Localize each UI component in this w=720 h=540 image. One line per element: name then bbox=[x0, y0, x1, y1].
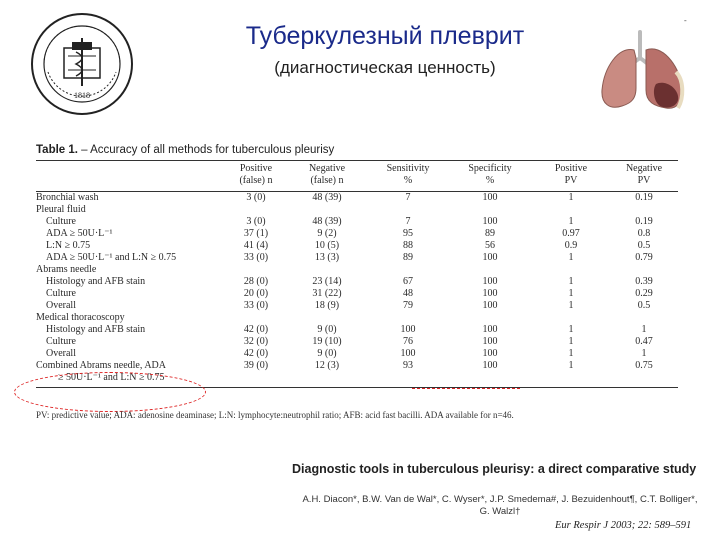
table-cell: 89 bbox=[403, 252, 413, 263]
table-row bbox=[36, 312, 678, 324]
table-cell: 76 bbox=[403, 336, 413, 347]
table-row bbox=[36, 324, 678, 336]
page-subtitle: (диагностическая ценность) bbox=[274, 58, 496, 77]
table-cell bbox=[368, 372, 448, 388]
table-footnote: PV: predictive value; ADA: adenosine deaminase; L:N: lymphocyte:neutrophil ratio; AFB: acid fast bacilli. ADA available for n=46. bbox=[36, 410, 514, 420]
row-label: ≥ 50U·L⁻¹ and L:N ≥ 0.75 bbox=[36, 372, 226, 388]
table-cell: 1 bbox=[568, 276, 574, 287]
table-cell: 48 (39) bbox=[312, 216, 342, 227]
table-cell: 32 (0) bbox=[243, 336, 269, 347]
page-title: Туберкулезный плеврит bbox=[245, 22, 525, 50]
table-cell: 13 (3) bbox=[314, 252, 340, 263]
table-cell: 23 (14) bbox=[312, 276, 342, 287]
table-cell: 100 bbox=[482, 348, 498, 359]
table-cell: 1 bbox=[641, 348, 647, 359]
column-header: Positive PV bbox=[532, 161, 610, 192]
table-cell bbox=[286, 372, 368, 388]
table-cell bbox=[448, 204, 532, 216]
row-label: Culture bbox=[46, 216, 76, 227]
table-cell: 28 (0) bbox=[243, 276, 269, 287]
table-cell: 79 bbox=[403, 300, 413, 311]
table-cell bbox=[610, 204, 678, 216]
table-cell: 100 bbox=[482, 276, 498, 287]
table-cell: 100 bbox=[482, 288, 498, 299]
table-cell bbox=[368, 264, 448, 276]
table-cell: 95 bbox=[403, 228, 413, 239]
table-cell: 0.79 bbox=[635, 252, 653, 263]
table-cell bbox=[286, 204, 368, 216]
table-cell: 100 bbox=[482, 336, 498, 347]
table-cell: 48 (39) bbox=[312, 192, 342, 203]
table-cell: 0.19 bbox=[635, 192, 653, 203]
table-row bbox=[36, 192, 678, 205]
row-label: Overall bbox=[46, 300, 76, 311]
table-row bbox=[36, 228, 678, 240]
highlight-oval bbox=[14, 372, 206, 412]
table-caption: Table 1. – Accuracy of all methods for tuberculous pleurisy bbox=[36, 144, 335, 156]
row-label: Combined Abrams needle, ADA bbox=[36, 360, 166, 371]
table-cell: 1 bbox=[568, 300, 574, 311]
table-cell bbox=[226, 204, 286, 216]
table-cell: 3 (0) bbox=[246, 216, 266, 227]
table-cell bbox=[610, 372, 678, 388]
table-cell: 9 (2) bbox=[317, 228, 337, 239]
table-row bbox=[36, 216, 678, 228]
table-cell: 10 (5) bbox=[314, 240, 340, 251]
lungs-icon bbox=[596, 28, 688, 114]
highlight-underline bbox=[412, 388, 520, 389]
table-cell: 41 (4) bbox=[243, 240, 269, 251]
table-row bbox=[36, 204, 678, 216]
table-cell bbox=[532, 204, 610, 216]
table-cell bbox=[286, 312, 368, 324]
table-cell bbox=[610, 312, 678, 324]
table-row bbox=[36, 252, 678, 264]
table-row bbox=[36, 336, 678, 348]
table-cell: 100 bbox=[482, 216, 498, 227]
row-label: ADA ≥ 50U·L⁻¹ bbox=[46, 228, 113, 239]
table-cell: 33 (0) bbox=[243, 252, 269, 263]
table-cell: 100 bbox=[482, 360, 498, 371]
table-cell: 1 bbox=[568, 336, 574, 347]
table-cell: 93 bbox=[403, 360, 413, 371]
row-label: Culture bbox=[46, 336, 76, 347]
table-cell: 1 bbox=[568, 360, 574, 371]
table-cell: 0.47 bbox=[635, 336, 653, 347]
table-row bbox=[36, 264, 678, 276]
accuracy-table bbox=[36, 160, 678, 388]
reference-journal: Eur Respir J 2003; 22: 589–591 bbox=[555, 520, 692, 531]
column-header: Sensitivity % bbox=[368, 161, 448, 192]
row-label: Bronchial wash bbox=[36, 192, 99, 203]
table-cell: 3 (0) bbox=[246, 192, 266, 203]
table-cell: 88 bbox=[403, 240, 413, 251]
column-header: Negative (false) n bbox=[286, 161, 368, 192]
table-cell: 12 (3) bbox=[314, 360, 340, 371]
table-cell bbox=[448, 372, 532, 388]
table-cell: 0.9 bbox=[564, 240, 578, 251]
table-cell bbox=[448, 312, 532, 324]
table-cell: 48 bbox=[403, 288, 413, 299]
table-cell: 39 (0) bbox=[243, 360, 269, 371]
table-cell: 100 bbox=[482, 300, 498, 311]
table-cell: 20 (0) bbox=[243, 288, 269, 299]
table-cell: 100 bbox=[400, 324, 416, 335]
reference-title: Diagnostic tools in tuberculous pleurisy: a direct comparative study bbox=[292, 462, 697, 476]
column-header: Positive (false) n bbox=[226, 161, 286, 192]
table-cell: 1 bbox=[568, 252, 574, 263]
table-cell bbox=[532, 264, 610, 276]
column-header: Negative PV bbox=[610, 161, 678, 192]
row-label: Histology and AFB stain bbox=[46, 324, 146, 335]
table-cell bbox=[368, 204, 448, 216]
table-cell: 100 bbox=[482, 192, 498, 203]
row-label: Pleural fluid bbox=[36, 204, 86, 215]
table-cell: 0.5 bbox=[637, 300, 651, 311]
table-cell: 1 bbox=[568, 216, 574, 227]
table-cell: 1 bbox=[568, 348, 574, 359]
table-cell bbox=[448, 264, 532, 276]
table-cell bbox=[226, 312, 286, 324]
row-label: Abrams needle bbox=[36, 264, 97, 275]
table-cell bbox=[226, 372, 286, 388]
row-label: Medical thoracoscopy bbox=[36, 312, 125, 323]
table-cell: 1 bbox=[641, 324, 647, 335]
row-label: Culture bbox=[46, 288, 76, 299]
table-cell: 37 (1) bbox=[243, 228, 269, 239]
table-row bbox=[36, 360, 678, 372]
table-cell: 9 (0) bbox=[317, 324, 337, 335]
table-cell bbox=[532, 312, 610, 324]
table-cell: 0.97 bbox=[562, 228, 580, 239]
table-cell: 0.19 bbox=[635, 216, 653, 227]
table-row bbox=[36, 240, 678, 252]
seal-year: 1818 bbox=[74, 91, 90, 100]
table-cell: 42 (0) bbox=[243, 324, 269, 335]
table-cell bbox=[532, 372, 610, 388]
table-cell: 42 (0) bbox=[243, 348, 269, 359]
table-cell: 33 (0) bbox=[243, 300, 269, 311]
table-cell: 67 bbox=[403, 276, 413, 287]
table-cell bbox=[610, 264, 678, 276]
table-cell: 0.8 bbox=[637, 228, 651, 239]
row-label: Histology and AFB stain bbox=[46, 276, 146, 287]
table-cell: 0.39 bbox=[635, 276, 653, 287]
table-cell: 56 bbox=[485, 240, 495, 251]
academy-seal-icon bbox=[30, 12, 134, 116]
table-cell bbox=[226, 264, 286, 276]
column-header bbox=[36, 161, 226, 192]
table-row bbox=[36, 348, 678, 360]
table-cell: 7 bbox=[405, 192, 411, 203]
table-cell: 31 (22) bbox=[312, 288, 342, 299]
table-cell: 100 bbox=[400, 348, 416, 359]
table-cell: 100 bbox=[482, 252, 498, 263]
row-label: ADA ≥ 50U·L⁻¹ and L:N ≥ 0.75 bbox=[46, 252, 177, 263]
table-cell: 1 bbox=[568, 324, 574, 335]
table-cell bbox=[368, 312, 448, 324]
table-cell: 19 (10) bbox=[312, 336, 342, 347]
table-cell: 89 bbox=[485, 228, 495, 239]
table-cell: 100 bbox=[482, 324, 498, 335]
table-cell: 18 (9) bbox=[314, 300, 340, 311]
table-cell: 0.29 bbox=[635, 288, 653, 299]
table-cell: 1 bbox=[568, 288, 574, 299]
reference-authors: A.H. Diacon*, B.W. Van de Wal*, C. Wyser*, J.P. Smedema#, J. Bezuidenhout¶, C.T. Bolliger*, G. Walzl† bbox=[302, 494, 698, 517]
corner-mark: - bbox=[684, 16, 687, 25]
table-cell: 1 bbox=[568, 192, 574, 203]
table-row bbox=[36, 300, 678, 312]
table-cell: 9 (0) bbox=[317, 348, 337, 359]
table-cell: 7 bbox=[405, 216, 411, 227]
column-header: Specificity % bbox=[448, 161, 532, 192]
row-label: L:N ≥ 0.75 bbox=[46, 240, 91, 251]
row-label: Overall bbox=[46, 348, 76, 359]
table-row bbox=[36, 288, 678, 300]
table-cell: 0.5 bbox=[637, 240, 651, 251]
table-cell: 0.75 bbox=[635, 360, 653, 371]
table-cell bbox=[286, 264, 368, 276]
table-row bbox=[36, 276, 678, 288]
